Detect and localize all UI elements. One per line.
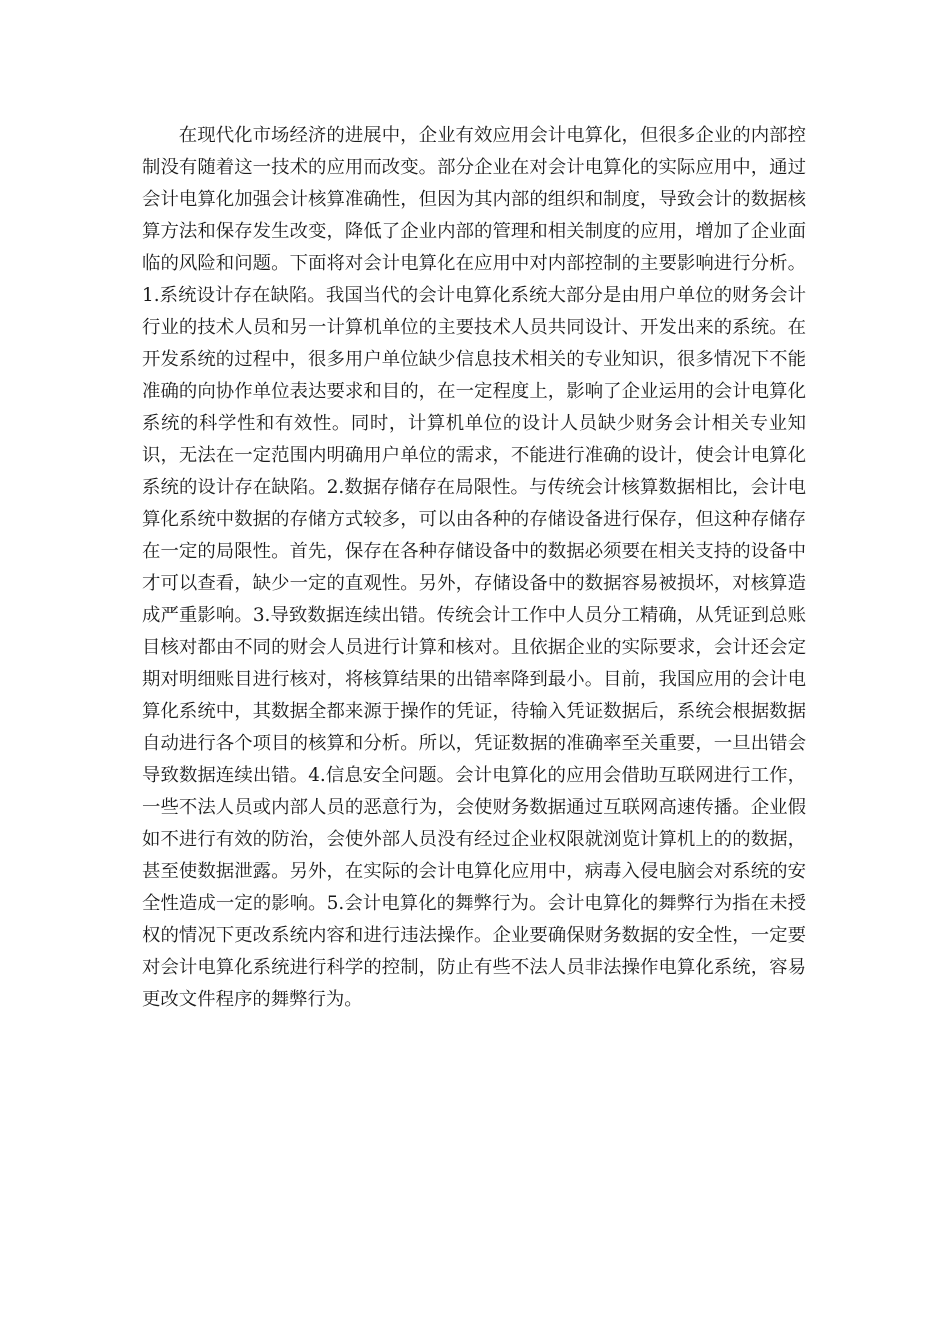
body-paragraph: 在现代化市场经济的进展中，企业有效应用会计电算化，但很多企业的内部控制没有随着这一技术的应用而改变。部分企业在对会计电算化的实际应用中，通过会计电算化加强会计核算准确性，但因为其内部的组织和制度，导致会计的数据核算方法和保存发生改变，降低了企业内部的管理和相关制度的应用，增加了企业面临的风险和问题。下面将对会计电算化在应用中对内部控制的主要影响进行分析。1.系统设计存在缺陷。我国当代的会计电算化系统大部分是由用户单位的财务会计行业的技术人员和另一计算机单位的主要技术人员共同设计、开发出来的系统。在开发系统的过程中，很多用户单位缺少信息技术相关的专业知识，很多情况下不能准确的向协作单位表达要求和目的，在一定程度上，影响了企业运用的会计电算化系统的科学性和有效性。同时，计算机单位的设计人员缺少财务会计相关专业知识，无法在一定范围内明确用户单位的需求，不能进行准确的设计，使会计电算化系统的设计存在缺陷。2.数据存储存在局限性。与传统会计核算数据相比，会计电算化系统中数据的存储方式较多，可以由各种的存储设备进行保存，但这种存储存在一定的局限性。首先，保存在各种存储设备中的数据必须要在相关支持的设备中才可以查看，缺少一定的直观性。另外，存储设备中的数据容易被损坏，对核算造成严重影响。3.导致数据连续出错。传统会计工作中人员分工精确，从凭证到总账目核对都由不同的财会人员进行计算和核对。且依据企业的实际要求，会计还会定期对明细账目进行核对，将核算结果的出错率降到最小。目前，我国应用的会计电算化系统中，其数据全都来源于操作的凭证，待输入凭证数据后，系统会根据数据自动进行各个项目的核算和分析。所以，凭证数据的准确率至关重要，一旦出错会导致数据连续出错。4.信息安全问题。会计电算化的应用会借助互联网进行工作，一些不法人员或内部人员的恶意行为，会使财务数据通过互联网高速传播。企业假如不进行有效的防治，会使外部人员没有经过企业权限就浏览计算机上的的数据，甚至使数据泄露。另外，在实际的会计电算化应用中，病毒入侵电脑会对系统的安全性造成一定的影响。5.会计电算化的舞弊行为。会计电算化的舞弊行为指在未授权的情况下更改系统内容和进行违法操作。企业要确保财务数据的安全性，一定要对会计电算化系统进行科学的控制，防止有些不法人员非法操作电算化系统，容易更改文件程序的舞弊行为。 bbox=[142, 125, 806, 1010]
